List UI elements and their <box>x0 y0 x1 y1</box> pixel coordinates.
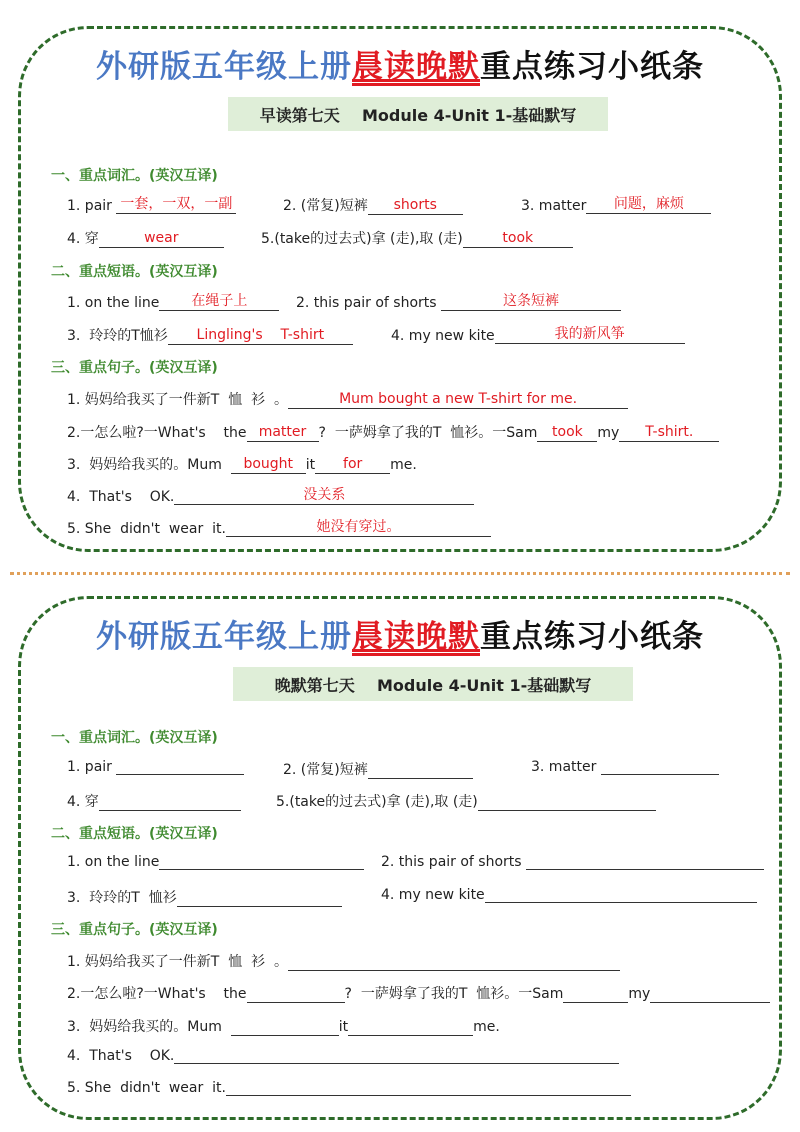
phrase-item-3 <box>67 887 342 907</box>
vocab-5-answer[interactable] <box>478 810 656 811</box>
phrase-1-label: 1. on the line <box>67 854 160 870</box>
sentence-2-answer-b[interactable]: took <box>537 423 597 442</box>
sentence-4-label: 4. That's OK. <box>67 489 175 505</box>
sentence-2-label-c: my <box>628 986 651 1002</box>
vocab-3-answer[interactable] <box>601 774 719 775</box>
vocab-3-label: 3. matter <box>521 198 587 214</box>
morning-subtitle: 早读第七天 Module 4-Unit 1-基础默写 <box>228 97 608 131</box>
vocab-item-5 <box>261 228 573 248</box>
worksheet-title <box>21 611 779 656</box>
phrase-3-answer[interactable] <box>177 906 342 907</box>
phrase-item-4 <box>391 325 685 344</box>
sentence-1-label: 1. 妈妈给我买了一件新T 恤 衫 。 <box>67 954 289 970</box>
phrase-item-1 <box>67 854 364 870</box>
vocab-item-1 <box>67 759 244 775</box>
sentence-4-answer[interactable] <box>174 1063 619 1064</box>
sentence-3-answer-a[interactable] <box>231 1035 339 1036</box>
sentence-3-label-a: 3. 妈妈给我买的。Mum <box>67 1019 231 1035</box>
vocab-2-label: 2. (常复)短裤 <box>283 762 368 778</box>
vocab-4-label: 4. 穿 <box>67 231 99 247</box>
sentence-item-4 <box>67 486 474 505</box>
sentence-item-3 <box>67 1016 500 1036</box>
vocab-item-4 <box>67 228 224 248</box>
phrase-2-label: 2. this pair of shorts <box>296 295 442 311</box>
title-part-2: 晨读晚默 <box>352 619 480 655</box>
phrase-3-label: 3. 玲玲的T 恤衫 <box>67 890 177 906</box>
sentence-3-answer-b[interactable] <box>348 1035 473 1036</box>
vocab-5-answer[interactable]: took <box>463 229 573 248</box>
vocab-2-answer[interactable]: shorts <box>368 196 463 215</box>
sentence-1-answer[interactable] <box>288 970 620 971</box>
vocab-3-label: 3. matter <box>531 759 601 775</box>
sentence-item-2 <box>67 422 719 442</box>
phrase-2-answer[interactable] <box>526 869 764 870</box>
vocab-3-answer[interactable]: 问题，麻烦 <box>586 195 711 214</box>
sentence-3-label-b: it <box>305 457 316 473</box>
phrase-3-answer[interactable]: Lingling's T-shirt <box>168 326 353 345</box>
sentence-3-answer-a[interactable]: bought <box>231 455 306 474</box>
section-sentence-heading: 三、重点句子。(英汉互译) <box>51 360 218 376</box>
vocab-item-2 <box>283 195 463 215</box>
vocab-2-label: 2. (常复)短裤 <box>283 198 368 214</box>
sentence-5-label: 5. She didn't wear it. <box>67 1080 226 1096</box>
vocab-item-4 <box>67 791 241 811</box>
sentence-2-label-b: ? 一萨姆拿了我的T 恤衫。一Sam <box>318 425 538 441</box>
vocab-4-answer[interactable]: wear <box>99 229 224 248</box>
vocab-1-answer[interactable] <box>116 774 244 775</box>
phrase-item-1 <box>67 292 279 311</box>
sentence-2-label-a: 2.一怎么啦?一What's the <box>67 986 247 1002</box>
phrase-3-label: 3. 玲玲的T恤衫 <box>67 328 168 344</box>
vocab-item-3 <box>521 195 711 214</box>
worksheet-title <box>21 41 779 86</box>
sentence-3-label-c: me. <box>473 1019 500 1035</box>
sentence-1-answer[interactable]: Mum bought a new T-shirt for me. <box>288 390 628 409</box>
title-part-3: 重点练习小纸条 <box>480 619 704 655</box>
sentence-item-1 <box>67 389 628 409</box>
section-phrase-heading: 二、重点短语。(英汉互译) <box>51 826 218 842</box>
title-part-1: 外研版五年级上册 <box>96 49 352 85</box>
vocab-1-answer[interactable]: 一套，一双，一副 <box>116 195 236 214</box>
sentence-2-answer-c[interactable] <box>650 1002 770 1003</box>
phrase-1-answer[interactable] <box>159 869 364 870</box>
vocab-4-label: 4. 穿 <box>67 794 99 810</box>
vocab-5-label: 5.(take的过去式)拿 (走),取 (走) <box>276 794 478 810</box>
phrase-4-answer[interactable] <box>485 902 757 903</box>
title-part-1: 外研版五年级上册 <box>96 619 352 655</box>
section-vocab-heading: 一、重点词汇。(英汉互译) <box>51 730 218 746</box>
title-part-2: 晨读晚默 <box>352 49 480 85</box>
phrase-1-label: 1. on the line <box>67 295 160 311</box>
sentence-2-label-c: my <box>597 425 620 441</box>
evening-subtitle: 晚默第七天 Module 4-Unit 1-基础默写 <box>233 667 633 701</box>
sentence-item-1 <box>67 951 620 971</box>
vocab-item-2 <box>283 759 473 779</box>
vocab-1-label: 1. pair <box>67 759 117 775</box>
vocab-item-5 <box>276 791 656 811</box>
phrase-4-label: 4. my new kite <box>391 328 495 344</box>
phrase-item-2 <box>296 292 621 311</box>
section-sentence-heading: 三、重点句子。(英汉互译) <box>51 922 218 938</box>
sentence-item-4 <box>67 1048 619 1064</box>
sentence-item-5 <box>67 518 491 537</box>
sentence-4-label: 4. That's OK. <box>67 1048 175 1064</box>
sentence-2-answer-a[interactable] <box>247 1002 345 1003</box>
phrase-1-answer[interactable]: 在绳子上 <box>159 292 279 311</box>
phrase-item-4 <box>381 887 757 903</box>
sentence-2-answer-b[interactable] <box>563 1002 628 1003</box>
sentence-3-label-a: 3. 妈妈给我买的。Mum <box>67 457 231 473</box>
phrase-4-label: 4. my new kite <box>381 887 485 903</box>
morning-card <box>18 26 782 552</box>
title-part-3: 重点练习小纸条 <box>480 49 704 85</box>
sentence-2-label-a: 2.一怎么啦?一What's the <box>67 425 247 441</box>
vocab-4-answer[interactable] <box>99 810 241 811</box>
dotted-divider <box>10 572 790 575</box>
sentence-3-label-c: me. <box>390 457 417 473</box>
phrase-item-2 <box>381 854 764 870</box>
sentence-3-answer-b[interactable]: for <box>315 455 390 474</box>
vocab-5-label: 5.(take的过去式)拿 (走),取 (走) <box>261 231 463 247</box>
vocab-1-label: 1. pair <box>67 198 117 214</box>
evening-card <box>18 596 782 1120</box>
section-phrase-heading: 二、重点短语。(英汉互译) <box>51 264 218 280</box>
sentence-2-label-b: ? 一萨姆拿了我的T 恤衫。一Sam <box>344 986 564 1002</box>
phrase-4-answer[interactable]: 我的新风筝 <box>495 325 685 344</box>
sentence-2-answer-c[interactable]: T-shirt. <box>619 423 719 442</box>
sentence-2-answer-a[interactable]: matter <box>247 423 319 442</box>
phrase-item-3 <box>67 325 353 345</box>
sentence-item-2 <box>67 983 770 1003</box>
sentence-1-label: 1. 妈妈给我买了一件新T 恤 衫 。 <box>67 392 289 408</box>
section-vocab-heading: 一、重点词汇。(英汉互译) <box>51 168 218 184</box>
sentence-5-answer[interactable] <box>226 1095 631 1096</box>
sentence-5-answer[interactable]: 她没有穿过。 <box>226 518 491 537</box>
vocab-item-1 <box>67 195 236 214</box>
sentence-5-label: 5. She didn't wear it. <box>67 521 226 537</box>
sentence-4-answer[interactable]: 没关系 <box>174 486 474 505</box>
sentence-item-5 <box>67 1080 631 1096</box>
sentence-3-label-b: it <box>338 1019 349 1035</box>
sentence-item-3 <box>67 454 417 474</box>
vocab-item-3 <box>531 759 719 775</box>
phrase-2-answer[interactable]: 这条短裤 <box>441 292 621 311</box>
phrase-2-label: 2. this pair of shorts <box>381 854 527 870</box>
vocab-2-answer[interactable] <box>368 778 473 779</box>
